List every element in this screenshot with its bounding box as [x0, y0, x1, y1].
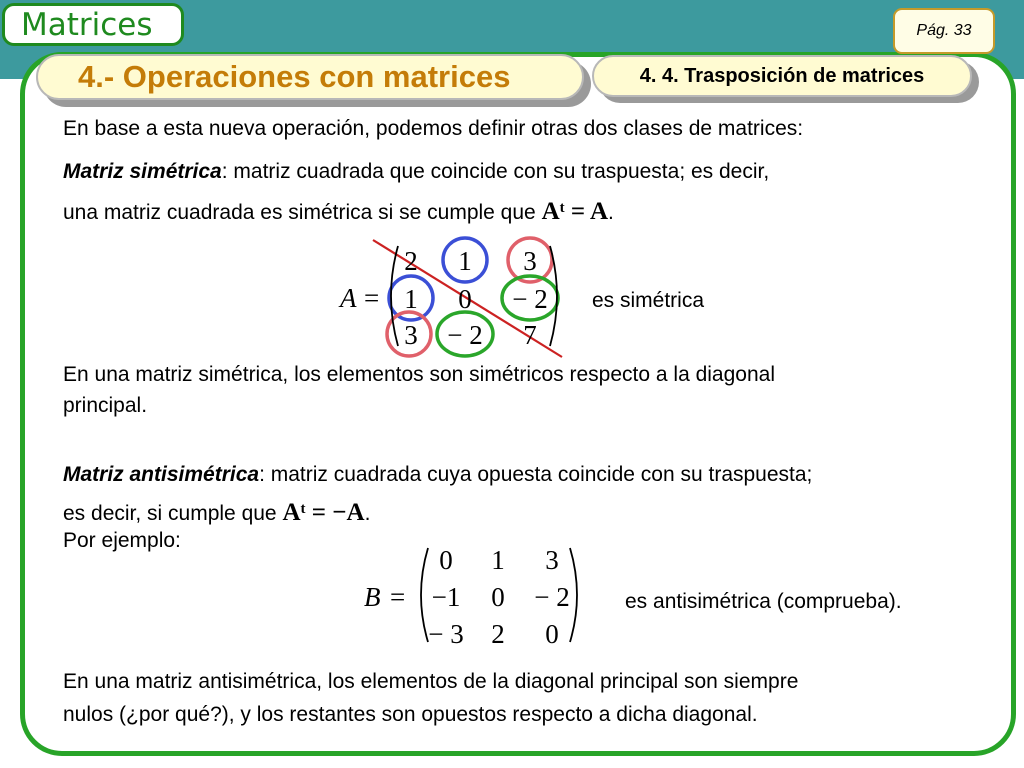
antisymmetric-definition: : matriz cuadrada cuya opuesta coincide con su traspuesta; [259, 463, 813, 486]
matrix-b-cell-32: 2 [491, 619, 505, 649]
example-label: Por ejemplo: [63, 529, 181, 552]
matrix-a-name: A [340, 283, 357, 313]
matrix-b-left-bracket [421, 548, 428, 642]
matrix-b-cell-21: −1 [431, 582, 461, 612]
antisymmetric-explanation-line1: En una matriz antisimétrica, los elementos de la diagonal principal son siempre [63, 670, 799, 693]
matrix-a-cell-23: − 2 [512, 284, 548, 314]
symmetric-line2-prefix: una matriz cuadrada es simétrica si se cumple que [63, 201, 542, 224]
matrix-b-cell-33: 0 [545, 619, 559, 649]
matrix-a-left-bracket [391, 246, 398, 346]
antisymmetric-label: es antisimétrica (comprueba). [625, 590, 902, 613]
symmetric-term: Matriz simétrica [63, 160, 222, 183]
matrix-a-cell-13: 3 [523, 246, 537, 276]
symmetric-explanation-line2: principal. [63, 394, 148, 417]
matrix-b-cell-22: 0 [491, 582, 505, 612]
matrix-b-cell-31: − 3 [428, 619, 464, 649]
symmetric-condition-lhs: A [541, 198, 560, 225]
symmetric-condition-rhs: = A [564, 198, 609, 225]
matrix-b-right-bracket [570, 548, 577, 642]
antisymmetric-line2-suffix: . [364, 502, 371, 525]
antisymmetric-line2-prefix: es decir, si cumple que [63, 502, 283, 525]
symmetric-definition: : matriz cuadrada que coincide con su traspuesta; es decir, [221, 160, 770, 183]
subheading-text: 4. 4. Trasposición de matrices [639, 65, 925, 87]
page-number: Pág. 33 [916, 22, 972, 39]
matrix-b-cell-13: 3 [545, 545, 559, 575]
matrix-a-cell-11: 2 [404, 246, 418, 276]
antisymmetric-explanation-line2: nulos (¿por qué?), y los restantes son opuestos respecto a dicha diagonal. [63, 703, 758, 726]
symmetric-label: es simétrica [592, 289, 705, 312]
section-title: Matrices [21, 7, 153, 43]
matrix-b-equals: = [390, 582, 406, 612]
matrix-b-cell-11: 0 [439, 545, 453, 575]
antisymmetric-term: Matriz antisimétrica [63, 463, 260, 486]
matrix-a-cell-22: 0 [458, 284, 472, 314]
matrix-a-equals: = [364, 283, 380, 313]
symmetric-explanation-line1: En una matriz simétrica, los elementos son simétricos respecto a la diagonal [63, 363, 775, 386]
matrix-a-cell-21: 1 [404, 284, 418, 314]
antisymmetric-definition-line2 [63, 495, 370, 528]
matrix-a-cell-31: 3 [404, 320, 418, 350]
page-heading-text: 4.- Operaciones con matrices [78, 59, 511, 94]
matrix-b-name: B [364, 582, 381, 612]
antisymmetric-condition-rhs: = −A [305, 499, 365, 526]
matrix-a-cell-12: 1 [458, 246, 472, 276]
antisymmetric-condition-lhs: A [282, 499, 301, 526]
antisymmetric-definition-line1 [63, 461, 812, 489]
antisymmetric-condition-sup: t [300, 501, 306, 517]
matrix-b-cell-12: 1 [491, 545, 505, 575]
symmetric-line2-suffix: . [608, 201, 614, 224]
matrix-a-cell-32: − 2 [447, 320, 483, 350]
symmetric-condition-sup: t [559, 200, 565, 216]
matrix-a-cell-33: 7 [523, 320, 537, 350]
intro-text: En base a esta nueva operación, podemos definir otras dos clases de matrices: [63, 117, 804, 140]
matrix-b-cell-23: − 2 [534, 582, 570, 612]
